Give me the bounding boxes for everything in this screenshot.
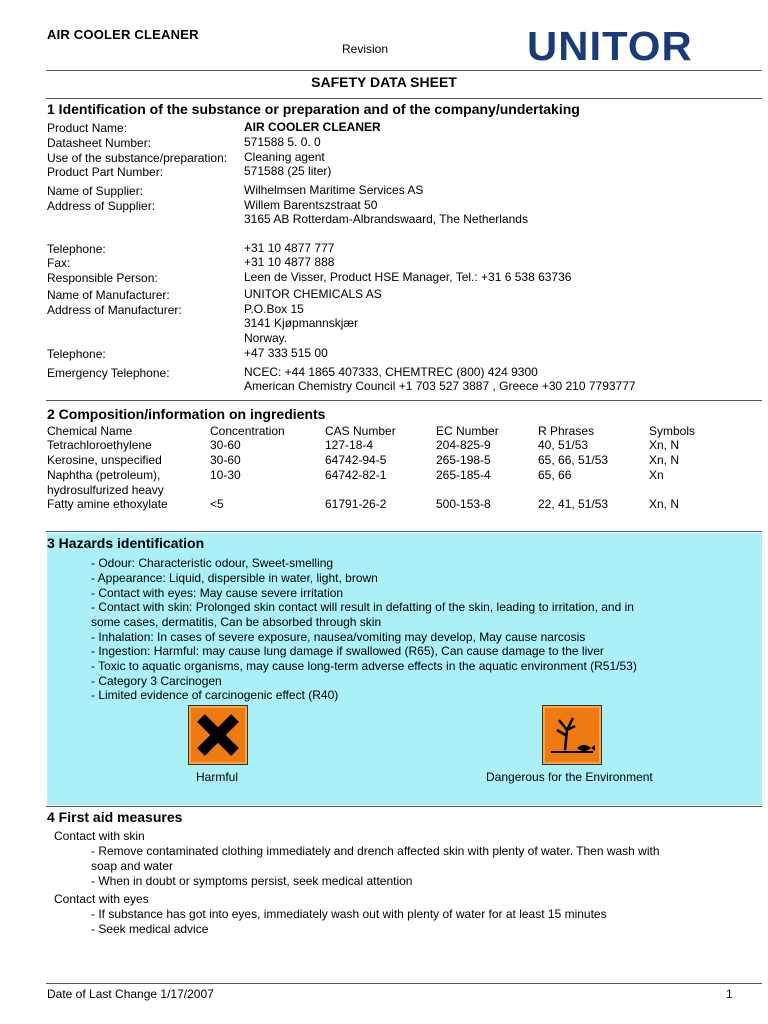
hazard-item: - Toxic to aquatic organisms, may cause long-term adverse effects in the aquatic environment (R51/53) xyxy=(91,659,637,673)
page-title: SAFETY DATA SHEET xyxy=(311,74,457,90)
first-aid-group-label: Contact with skin xyxy=(54,829,145,843)
field-value: +31 10 4877 888 xyxy=(244,255,335,269)
table-cell: 61791-26-2 xyxy=(325,497,387,511)
field-value: American Chemistry Council +1 703 527 3887 , Greece +30 210 7793777 xyxy=(244,379,636,393)
unitor-logo: UNITOR xyxy=(527,23,693,69)
table-cell: 65, 66, 51/53 xyxy=(538,453,609,467)
first-aid-item: soap and water xyxy=(91,859,174,873)
table-cell: 40, 51/53 xyxy=(538,438,589,452)
harmful-x-icon xyxy=(188,705,248,765)
field-label: Fax: xyxy=(47,256,71,270)
table-cell: <5 xyxy=(210,497,224,511)
hazard-item: - Category 3 Carcinogen xyxy=(91,674,222,688)
table-header-cell: Concentration xyxy=(210,424,285,438)
table-cell: 265-198-5 xyxy=(436,453,491,467)
table-cell: 30-60 xyxy=(210,453,241,467)
section-3-heading: 3 Hazards identification xyxy=(47,535,205,551)
field-value: Willem Barentszstraat 50 xyxy=(244,198,378,212)
field-label: Product Name: xyxy=(47,121,128,135)
hazard-item: - Contact with eyes: May cause severe irritation xyxy=(91,586,344,600)
table-cell: 64742-94-5 xyxy=(325,453,387,467)
hazard-item: - Contact with skin: Prolonged skin contact will result in defatting of the skin, leading to irritation, and in xyxy=(91,600,634,614)
section-4-heading: 4 First aid measures xyxy=(47,809,183,825)
field-label: Name of Manufacturer: xyxy=(47,288,170,302)
table-cell: 65, 66 xyxy=(538,468,572,482)
divider xyxy=(46,531,762,532)
field-label: Product Part Number: xyxy=(47,165,164,179)
revision-label: Revision xyxy=(342,42,389,56)
field-value: Wilhelmsen Maritime Services AS xyxy=(244,183,424,197)
hazard-item: - Limited evidence of carcinogenic effect (R40) xyxy=(91,688,339,702)
table-cell: hydrosulfurized heavy xyxy=(47,483,164,497)
table-header-cell: CAS Number xyxy=(325,424,396,438)
dead-tree-fish-icon xyxy=(542,705,602,765)
table-cell: 30-60 xyxy=(210,438,241,452)
table-cell: Naphtha (petroleum), xyxy=(47,468,161,482)
table-cell: Xn xyxy=(649,468,664,482)
table-header-cell: EC Number xyxy=(436,424,499,438)
first-aid-item: - If substance has got into eyes, immediately wash out with plenty of water for at least 15 minutes xyxy=(91,907,607,921)
page-number: 1 xyxy=(726,987,733,1001)
field-label: Telephone: xyxy=(47,242,106,256)
table-cell: Xn, N xyxy=(649,497,680,511)
footer-divider xyxy=(46,983,762,984)
table-header-cell: Symbols xyxy=(649,424,696,438)
table-cell: 265-185-4 xyxy=(436,468,491,482)
hazard-item: some cases, dermatitis, Can be absorbed through skin xyxy=(91,615,382,629)
table-cell: 64742-82-1 xyxy=(325,468,387,482)
field-label: Name of Supplier: xyxy=(47,184,144,198)
table-cell: 500-153-8 xyxy=(436,497,491,511)
field-value: P.O.Box 15 xyxy=(244,302,304,316)
divider xyxy=(46,806,762,807)
hazard-item: - Inhalation: In cases of severe exposure, nausea/vomiting may develop, May cause narcosis xyxy=(91,630,586,644)
field-label: Responsible Person: xyxy=(47,271,158,285)
first-aid-item: - Remove contaminated clothing immediately and drench affected skin with plenty of water. Then wash with xyxy=(91,844,660,858)
divider xyxy=(46,400,762,401)
hazard-item: - Ingestion: Harmful: may cause lung damage if swallowed (R65), Can cause damage to the liver xyxy=(91,644,604,658)
field-label: Telephone: xyxy=(47,347,106,361)
divider xyxy=(46,70,762,71)
field-label: Address of Supplier: xyxy=(47,199,156,213)
field-label: Address of Manufacturer: xyxy=(47,303,182,317)
hazard-item: - Appearance: Liquid, dispersible in water, light, brown xyxy=(91,571,378,585)
pictogram-caption: Harmful xyxy=(196,770,239,784)
table-cell: Xn, N xyxy=(649,453,680,467)
field-value: Leen de Visser, Product HSE Manager, Tel.: +31 6 538 63736 xyxy=(244,270,572,284)
table-cell: 127-18-4 xyxy=(325,438,374,452)
field-label: Emergency Telephone: xyxy=(47,366,170,380)
field-value: 571588 5. 0. 0 xyxy=(244,135,321,149)
field-value: +31 10 4877 777 xyxy=(244,241,335,255)
table-header-cell: Chemical Name xyxy=(47,424,133,438)
table-cell: Fatty amine ethoxylate xyxy=(47,497,168,511)
field-value: UNITOR CHEMICALS AS xyxy=(244,287,382,301)
first-aid-group-label: Contact with eyes xyxy=(54,892,149,906)
field-label: Use of the substance/preparation: xyxy=(47,151,228,165)
table-cell: 204-825-9 xyxy=(436,438,491,452)
document-product-name: AIR COOLER CLEANER xyxy=(47,27,199,42)
field-label: Datasheet Number: xyxy=(47,136,152,150)
table-cell: Tetrachloroethylene xyxy=(47,438,152,452)
field-value: 3165 AB Rotterdam-Albrandswaard, The Netherlands xyxy=(244,212,528,226)
table-cell: Xn, N xyxy=(649,438,680,452)
hazard-item: - Odour: Characteristic odour, Sweet-smelling xyxy=(91,556,334,570)
divider xyxy=(46,98,762,99)
field-value: 3141 Kjøpmannskjær xyxy=(244,316,359,330)
field-value: +47 333 515 00 xyxy=(244,346,328,360)
table-header-cell: R Phrases xyxy=(538,424,595,438)
field-value: 571588 (25 liter) xyxy=(244,164,332,178)
table-cell: Kerosine, unspecified xyxy=(47,453,162,467)
field-value: Cleaning agent xyxy=(244,150,325,164)
pictogram-caption: Dangerous for the Environment xyxy=(486,770,653,784)
field-value: NCEC: +44 1865 407333, CHEMTREC (800) 424 9300 xyxy=(244,365,538,379)
product-name-value: AIR COOLER CLEANER xyxy=(244,120,381,134)
section-2-heading: 2 Composition/information on ingredients xyxy=(47,406,326,422)
last-change-date: Date of Last Change 1/17/2007 xyxy=(47,987,214,1001)
field-value: Norway. xyxy=(244,331,288,345)
first-aid-item: - When in doubt or symptoms persist, seek medical attention xyxy=(91,874,413,888)
table-cell: 22, 41, 51/53 xyxy=(538,497,609,511)
section-1-heading: 1 Identification of the substance or preparation and of the company/undertaking xyxy=(47,101,580,117)
first-aid-item: - Seek medical advice xyxy=(91,922,209,936)
table-cell: 10-30 xyxy=(210,468,241,482)
